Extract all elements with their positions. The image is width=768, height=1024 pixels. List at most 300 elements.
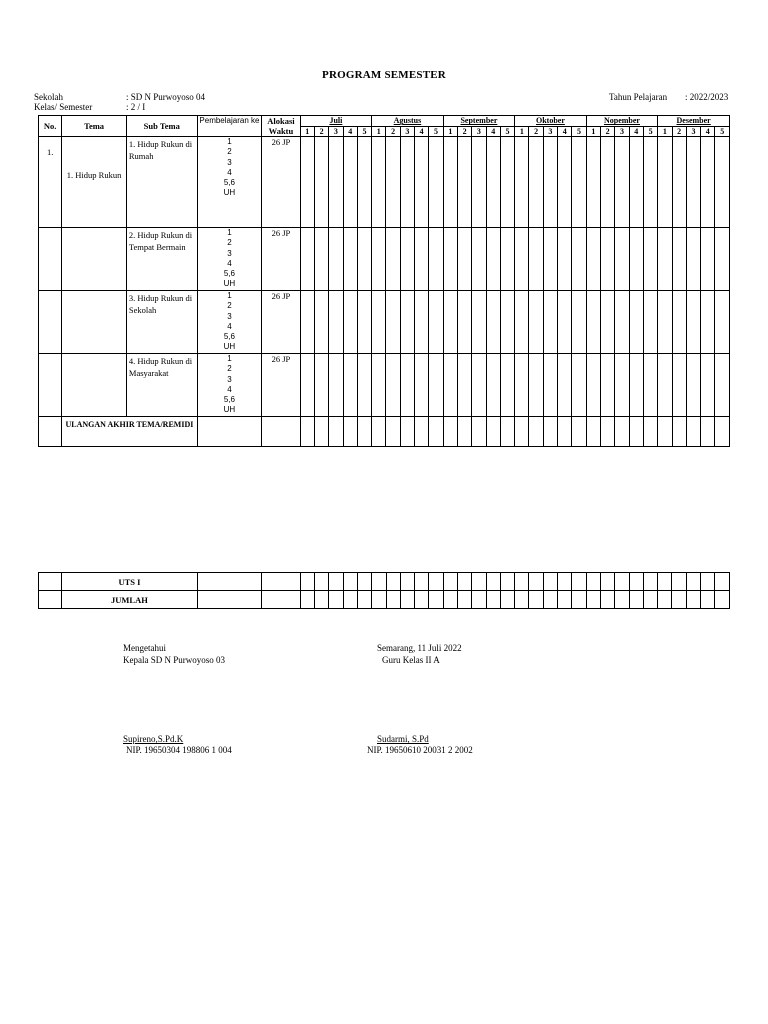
week-cell [615, 228, 629, 291]
week-cell [558, 573, 572, 591]
week-cell [672, 591, 686, 609]
week-cell [701, 417, 715, 447]
uts-label: UTS I [62, 573, 197, 591]
week-cell [429, 417, 443, 447]
week-cell [372, 591, 386, 609]
week-cell [643, 591, 657, 609]
row-subtema [126, 137, 197, 228]
week-cell [629, 354, 643, 417]
week-cell [372, 137, 386, 228]
week-cell [486, 354, 500, 417]
week-cell [600, 591, 614, 609]
week-header-cell: 5 [715, 126, 730, 137]
week-header-cell: 1 [372, 126, 386, 137]
week-cell [300, 591, 314, 609]
week-cell [572, 354, 586, 417]
week-cell [386, 417, 400, 447]
row-no [39, 228, 62, 291]
right-signer-name: Sudarmi, S.Pd [377, 734, 429, 744]
week-cell [343, 354, 357, 417]
week-cell [658, 137, 672, 228]
week-cell [329, 573, 343, 591]
week-cell [715, 573, 730, 591]
pembelajaran-item: 4 [227, 321, 232, 331]
week-cell [343, 591, 357, 609]
week-cell [658, 591, 672, 609]
week-cell [715, 354, 730, 417]
subtema-text: Hidup Rukun di Rumah [128, 139, 193, 162]
week-header-cell: 3 [400, 126, 414, 137]
week-cell [686, 137, 700, 228]
week-header-cell: 2 [672, 126, 686, 137]
summary-table [38, 572, 730, 609]
week-cell [386, 591, 400, 609]
week-cell [429, 137, 443, 228]
row-tema [62, 291, 127, 354]
row-alokasi [262, 573, 300, 591]
class-value: : 2 / I [126, 102, 146, 112]
week-cell [543, 354, 557, 417]
week-cell [329, 291, 343, 354]
week-cell [329, 354, 343, 417]
week-cell [701, 291, 715, 354]
week-cell [615, 354, 629, 417]
week-cell [357, 291, 371, 354]
week-cell [586, 573, 600, 591]
week-cell [586, 354, 600, 417]
week-header-cell: 3 [686, 126, 700, 137]
month-header: Agustus [372, 116, 444, 127]
week-cell [472, 573, 486, 591]
row-pembelajaran [197, 354, 262, 417]
week-cell [314, 354, 328, 417]
week-cell [615, 291, 629, 354]
week-cell [443, 137, 457, 228]
row-alokasi: 26 JP [262, 228, 300, 291]
week-cell [443, 591, 457, 609]
week-cell [615, 137, 629, 228]
week-cell [415, 417, 429, 447]
week-cell [629, 291, 643, 354]
week-cell [701, 573, 715, 591]
row-tema [62, 228, 127, 291]
week-cell [329, 228, 343, 291]
week-header-cell: 2 [601, 126, 615, 137]
table-row [39, 291, 730, 354]
week-cell [372, 291, 386, 354]
week-header-cell: 5 [572, 126, 586, 137]
week-cell [429, 354, 443, 417]
school-value: : SD N Purwoyoso 04 [126, 92, 206, 102]
week-cell [701, 591, 715, 609]
week-cell [343, 228, 357, 291]
week-header-cell: 3 [472, 126, 486, 137]
week-cell [429, 591, 443, 609]
week-cell [529, 291, 543, 354]
week-cell [472, 291, 486, 354]
week-cell [529, 417, 543, 447]
week-cell [658, 573, 672, 591]
week-cell [500, 573, 514, 591]
table-row [39, 591, 730, 609]
program-table [38, 115, 730, 447]
pembelajaran-item: 2 [227, 238, 232, 248]
week-cell [543, 137, 557, 228]
week-cell [500, 291, 514, 354]
month-header: September [443, 116, 514, 127]
subtema-number: 3. [128, 293, 136, 303]
week-cell [643, 573, 657, 591]
week-cell [357, 354, 371, 417]
week-cell [600, 573, 614, 591]
subtema-number: 1. [128, 139, 136, 149]
week-cell [400, 573, 414, 591]
week-header-cell: 4 [415, 126, 429, 137]
pembelajaran-item: 5,6 [223, 269, 235, 279]
pembelajaran-item: 4 [227, 258, 232, 268]
week-header-cell: 4 [486, 126, 500, 137]
week-cell [415, 291, 429, 354]
week-cell [572, 228, 586, 291]
week-cell [300, 417, 314, 447]
col-subtema-header: Sub Tema [126, 116, 197, 137]
row-pembelajaran [197, 137, 262, 228]
pembelajaran-item: 5,6 [223, 332, 235, 342]
week-cell [500, 417, 514, 447]
week-cell [686, 417, 700, 447]
week-cell [458, 591, 472, 609]
week-cell [329, 137, 343, 228]
week-cell [515, 591, 529, 609]
week-cell [486, 228, 500, 291]
week-cell [457, 354, 471, 417]
week-cell [529, 591, 543, 609]
week-cell [343, 137, 357, 228]
week-cell [357, 137, 371, 228]
subtema-text: Hidup Rukun di Masyarakat [128, 356, 193, 379]
week-cell [343, 417, 357, 447]
week-cell [658, 417, 672, 447]
row-no [39, 573, 62, 591]
week-cell [429, 291, 443, 354]
week-header-cell: 3 [543, 126, 557, 137]
week-cell [572, 291, 586, 354]
left-signer-name: Supireno,S.Pd.K [123, 734, 184, 744]
week-cell [515, 573, 529, 591]
row-no: 1. [39, 137, 62, 228]
week-cell [314, 228, 328, 291]
week-cell [529, 228, 543, 291]
week-cell [300, 291, 314, 354]
week-cell [300, 137, 314, 228]
week-cell [643, 417, 657, 447]
subtema-text: Hidup Rukun di Tempat Bermain [128, 230, 193, 253]
week-cell [543, 591, 557, 609]
col-alokasi-header: Alokasi Waktu [262, 116, 300, 137]
week-cell [472, 417, 486, 447]
col-pembelajaran-header: Pembelajaran ke [197, 116, 262, 137]
pembelajaran-item: 4 [227, 384, 232, 394]
week-cell [515, 354, 529, 417]
week-cell [715, 591, 730, 609]
row-pembelajaran [197, 291, 262, 354]
week-cell [372, 573, 386, 591]
pembelajaran-item: 2 [227, 364, 232, 374]
row-no [39, 591, 62, 609]
week-cell [486, 291, 500, 354]
week-header-cell: 1 [658, 126, 672, 137]
right-sign-line2: Guru Kelas II A [382, 655, 440, 665]
week-cell [314, 417, 328, 447]
week-cell [701, 354, 715, 417]
week-cell [558, 591, 572, 609]
week-cell [315, 573, 329, 591]
week-cell [658, 354, 672, 417]
row-no [39, 291, 62, 354]
week-cell [658, 228, 672, 291]
week-cell [686, 354, 700, 417]
row-subtema [126, 354, 197, 417]
row-pembelajaran [197, 591, 262, 609]
left-signer-nip: NIP. 19650304 198806 1 004 [126, 745, 232, 755]
week-header-cell: 2 [386, 126, 400, 137]
week-cell [500, 137, 514, 228]
row-alokasi: 26 JP [262, 354, 300, 417]
table-row [39, 137, 730, 228]
final-row-label: ULANGAN AKHIR TEMA/REMIDI [62, 417, 197, 447]
week-cell [386, 291, 400, 354]
row-pembelajaran [197, 417, 262, 447]
week-header-cell: 4 [629, 126, 643, 137]
week-cell [415, 137, 429, 228]
week-cell [500, 228, 514, 291]
week-header-cell: 1 [586, 126, 600, 137]
week-cell [686, 228, 700, 291]
week-cell [672, 228, 686, 291]
week-cell [372, 354, 386, 417]
row-alokasi [262, 591, 300, 609]
week-cell [658, 291, 672, 354]
week-cell [400, 591, 414, 609]
week-cell [558, 228, 572, 291]
table-row [39, 573, 730, 591]
week-header-cell: 2 [457, 126, 471, 137]
week-cell [715, 291, 730, 354]
week-cell [486, 591, 500, 609]
jumlah-label: JUMLAH [62, 591, 197, 609]
week-cell [415, 354, 429, 417]
table-row [39, 417, 730, 447]
week-cell [415, 573, 429, 591]
week-cell [601, 354, 615, 417]
week-cell [429, 573, 443, 591]
pembelajaran-item: 1 [227, 354, 232, 363]
page-title: PROGRAM SEMESTER [322, 69, 446, 81]
week-header-cell: 3 [329, 126, 343, 137]
week-header-cell: 2 [529, 126, 543, 137]
week-cell [558, 137, 572, 228]
pembelajaran-item: UH [223, 279, 236, 289]
row-alokasi [262, 417, 300, 447]
week-cell [572, 591, 586, 609]
week-cell [486, 417, 500, 447]
pembelajaran-item: 5,6 [223, 395, 235, 405]
week-cell [643, 354, 657, 417]
week-cell [400, 417, 414, 447]
week-cell [515, 137, 529, 228]
pembelajaran-item: 3 [227, 374, 232, 384]
row-alokasi: 26 JP [262, 137, 300, 228]
week-cell [429, 228, 443, 291]
week-cell [386, 228, 400, 291]
week-cell [601, 228, 615, 291]
week-cell [400, 228, 414, 291]
week-header-cell: 5 [357, 126, 371, 137]
week-cell [386, 573, 400, 591]
week-cell [615, 417, 629, 447]
week-cell [701, 137, 715, 228]
week-cell [529, 573, 543, 591]
month-header: Juli [300, 116, 371, 127]
week-cell [643, 137, 657, 228]
week-cell [615, 591, 629, 609]
week-cell [629, 228, 643, 291]
pembelajaran-item: 1 [227, 228, 232, 237]
week-cell [400, 354, 414, 417]
week-cell [586, 591, 600, 609]
week-cell [386, 354, 400, 417]
week-cell [457, 137, 471, 228]
pembelajaran-item: 3 [227, 157, 232, 167]
week-cell [486, 573, 500, 591]
week-cell [472, 137, 486, 228]
week-cell [443, 573, 457, 591]
week-cell [629, 573, 643, 591]
subtema-text: Hidup Rukun di Sekolah [128, 293, 193, 316]
week-cell [601, 291, 615, 354]
week-cell [400, 137, 414, 228]
week-cell [672, 573, 686, 591]
left-sign-line1: Mengetahui [123, 643, 166, 653]
col-no-header: No. [39, 116, 62, 137]
month-header: Desember [658, 116, 730, 127]
pembelajaran-item: UH [223, 405, 236, 415]
week-cell [672, 291, 686, 354]
pembelajaran-item: 3 [227, 311, 232, 321]
week-cell [386, 137, 400, 228]
week-cell [629, 591, 643, 609]
week-header-cell: 3 [615, 126, 629, 137]
week-cell [643, 291, 657, 354]
week-cell [443, 228, 457, 291]
week-cell [500, 591, 514, 609]
week-cell [314, 291, 328, 354]
week-cell [300, 354, 314, 417]
row-subtema [126, 291, 197, 354]
month-header: Oktober [515, 116, 587, 127]
week-cell [300, 573, 314, 591]
week-cell [558, 291, 572, 354]
week-cell [329, 591, 343, 609]
week-cell [457, 291, 471, 354]
week-cell [715, 228, 730, 291]
week-header-cell: 5 [429, 126, 443, 137]
week-cell [458, 573, 472, 591]
subtema-number: 4. [128, 356, 136, 366]
week-cell [586, 137, 600, 228]
week-cell [343, 573, 357, 591]
table-row [39, 354, 730, 417]
pembelajaran-item: 2 [227, 147, 232, 157]
week-header-cell: 5 [500, 126, 514, 137]
week-header-cell: 5 [643, 126, 657, 137]
pembelajaran-item: 3 [227, 248, 232, 258]
week-cell [615, 573, 629, 591]
pembelajaran-item: UH [223, 342, 236, 352]
table-row [39, 228, 730, 291]
row-tema: 1. Hidup Rukun [62, 137, 127, 228]
week-header-cell: 2 [314, 126, 328, 137]
week-cell [601, 417, 615, 447]
week-cell [486, 137, 500, 228]
week-cell [672, 354, 686, 417]
week-cell [586, 291, 600, 354]
week-cell [472, 591, 486, 609]
week-cell [415, 228, 429, 291]
year-value: : 2022/2023 [685, 92, 729, 102]
week-cell [400, 291, 414, 354]
week-cell [457, 228, 471, 291]
week-cell [672, 137, 686, 228]
week-cell [672, 417, 686, 447]
week-cell [543, 228, 557, 291]
month-header: Nopember [586, 116, 658, 127]
pembelajaran-item: 1 [227, 137, 232, 146]
week-cell [443, 291, 457, 354]
row-tema [62, 354, 127, 417]
week-cell [357, 573, 371, 591]
week-cell [643, 228, 657, 291]
week-cell [443, 417, 457, 447]
row-pembelajaran [197, 573, 262, 591]
week-cell [601, 137, 615, 228]
week-cell [529, 354, 543, 417]
week-cell [715, 137, 730, 228]
week-cell [415, 591, 429, 609]
week-header-cell: 1 [515, 126, 529, 137]
week-cell [314, 137, 328, 228]
week-cell [329, 417, 343, 447]
week-cell [572, 417, 586, 447]
week-cell [686, 591, 700, 609]
week-cell [586, 228, 600, 291]
week-header-cell: 1 [443, 126, 457, 137]
pembelajaran-item: 1 [227, 291, 232, 300]
pembelajaran-item: 5,6 [223, 178, 235, 188]
row-subtema [126, 228, 197, 291]
week-cell [472, 228, 486, 291]
week-cell [515, 291, 529, 354]
week-cell [543, 417, 557, 447]
week-cell [586, 417, 600, 447]
week-cell [372, 228, 386, 291]
week-cell [529, 137, 543, 228]
week-cell [500, 354, 514, 417]
row-pembelajaran [197, 228, 262, 291]
week-cell [686, 573, 700, 591]
week-cell [457, 417, 471, 447]
week-cell [572, 137, 586, 228]
